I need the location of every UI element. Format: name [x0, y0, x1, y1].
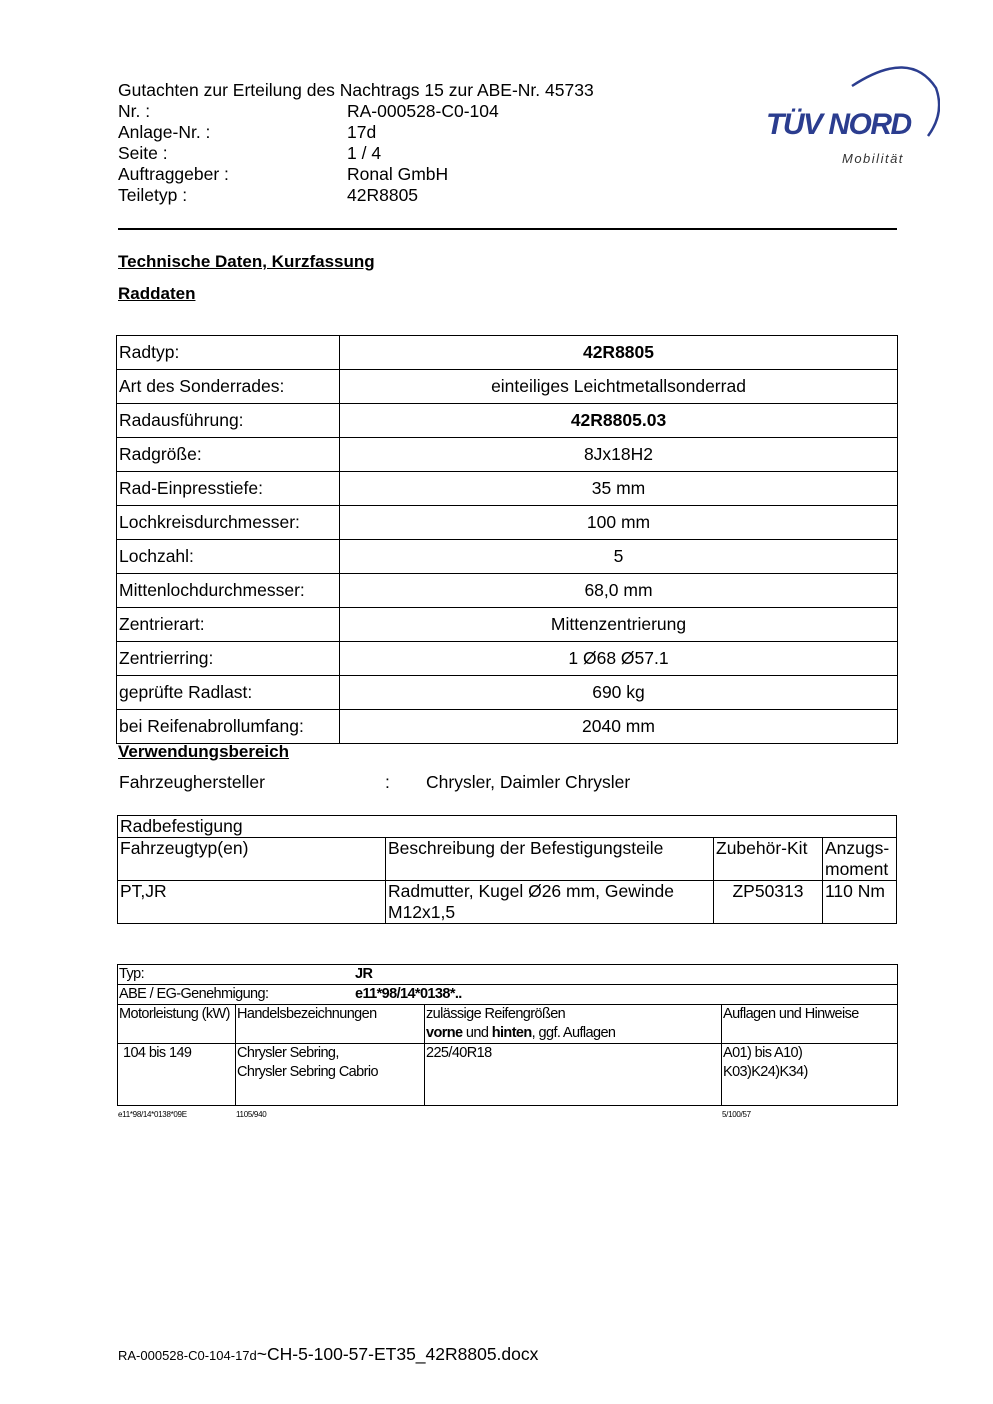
field-value: 1 / 4: [347, 143, 382, 163]
abe-row: [118, 985, 898, 1005]
column-header: Anzugs- moment: [823, 838, 897, 881]
row-label: Mittenlochdurchmesser:: [117, 574, 340, 608]
code-approval: e11*98/14*0138*09E: [118, 1110, 187, 1119]
row-value: 68,0 mm: [340, 574, 898, 608]
table-row: [117, 404, 898, 438]
section-heading-technical: Technische Daten, Kurzfassung: [118, 252, 375, 271]
header-divider: [118, 228, 897, 230]
column-header: Fahrzeugtyp(en): [118, 838, 386, 881]
tires-rear: hinten: [491, 1025, 532, 1041]
row-label: bei Reifenabrollumfang:: [117, 710, 340, 744]
row-value: einteiliges Leichtmetallsonderrad: [340, 370, 898, 404]
column-header-tires: [425, 1005, 722, 1044]
names-cell: [236, 1044, 425, 1106]
trade-name: Chrysler Sebring Cabrio: [237, 1064, 378, 1080]
code-notes: 5/100/57: [722, 1110, 751, 1119]
row-value: 1 Ø68 Ø57.1: [340, 642, 898, 676]
tires-and: und: [462, 1025, 492, 1041]
row-label: geprüfte Radlast:: [117, 676, 340, 710]
row-label: Lochzahl:: [117, 540, 340, 574]
footer-prefix: RA-000528-C0-104-17d: [118, 1348, 257, 1363]
table-row: [117, 574, 898, 608]
document-title: Gutachten zur Erteilung des Nachtrags 15 zur ABE-Nr. 45733: [118, 80, 594, 100]
note-line: A01) bis A10): [723, 1045, 803, 1061]
field-value: Ronal GmbH: [347, 164, 449, 184]
table-row: [117, 506, 898, 540]
usage-separator: :: [385, 772, 390, 792]
table-header-row: [118, 838, 897, 881]
section-heading-usage: Verwendungsbereich: [118, 742, 289, 761]
tires-front: vorne: [426, 1025, 463, 1041]
row-value: 8Jx18H2: [340, 438, 898, 472]
type-value: JR: [355, 966, 373, 982]
field-label: Teiletyp :: [118, 185, 188, 205]
row-label: Zentrierart:: [117, 608, 340, 642]
column-header-notes: Auflagen und Hinweise: [722, 1005, 898, 1044]
table-row: [117, 438, 898, 472]
type-row: [118, 965, 898, 985]
field-label: Anlage-Nr. :: [118, 122, 211, 142]
row-value: 35 mm: [340, 472, 898, 506]
row-label: Art des Sonderrades:: [117, 370, 340, 404]
table-row: [117, 472, 898, 506]
footer-filename: [118, 1344, 538, 1365]
header-field: [118, 185, 594, 206]
row-label: Radtyp:: [117, 336, 340, 370]
table-cell: 110 Nm: [823, 881, 897, 924]
row-value: 42R8805: [340, 336, 898, 370]
footer-rest: ~CH-5-100-57-ET35_42R8805.docx: [256, 1344, 539, 1364]
row-label: Radausführung:: [117, 404, 340, 438]
row-label: Rad-Einpresstiefe:: [117, 472, 340, 506]
abe-value: e11*98/14*0138*..: [355, 986, 462, 1002]
usage-label: Fahrzeughersteller: [119, 772, 265, 792]
logo-subtitle: Mobilität: [842, 151, 904, 166]
table-row: [118, 1044, 898, 1106]
note-line: K03)K24)K34): [723, 1064, 808, 1080]
tires-cell: 225/40R18: [425, 1044, 722, 1106]
header-field: [118, 122, 594, 143]
header-field: [118, 143, 594, 164]
column-header: Beschreibung der Befestigungsteile: [386, 838, 714, 881]
column-header: Zubehör-Kit: [714, 838, 823, 881]
table-header-row: [118, 1005, 898, 1044]
table-row: [118, 965, 898, 985]
table-row: [117, 540, 898, 574]
column-header-names: Handelsbezeichnungen: [236, 1005, 425, 1044]
header-field: [118, 101, 594, 122]
row-label: Lochkreisdurchmesser:: [117, 506, 340, 540]
field-value: RA-000528-C0-104: [347, 101, 499, 121]
table-row: [117, 642, 898, 676]
row-value: 42R8805.03: [340, 404, 898, 438]
tires-header-line: [426, 1024, 720, 1043]
section-heading-wheel: Raddaten: [118, 284, 196, 303]
table-row: [117, 370, 898, 404]
tires-header-line: zulässige Reifengrößen: [426, 1006, 566, 1022]
table-cell: Radmutter, Kugel Ø26 mm, Gewinde M12x1,5: [386, 881, 714, 924]
row-value: 2040 mm: [340, 710, 898, 744]
row-label: Radgröße:: [117, 438, 340, 472]
field-label: Auftraggeber :: [118, 164, 229, 184]
logo-text: TÜV NORD: [766, 108, 911, 141]
tuv-nord-logo: [760, 58, 940, 173]
tires-suffix: , ggf. Auflagen: [531, 1025, 616, 1041]
table-row: [118, 816, 897, 838]
table-row: [118, 985, 898, 1005]
field-label: Nr. :: [118, 101, 151, 121]
usage-value: Chrysler, Daimler Chrysler: [426, 772, 631, 792]
document-header: [118, 80, 594, 206]
power-cell: 104 bis 149: [118, 1044, 236, 1106]
row-value: Mittenzentrierung: [340, 608, 898, 642]
field-value: 42R8805: [347, 185, 419, 205]
fastening-table: [117, 815, 897, 924]
wheel-data-table: [116, 335, 898, 744]
table-cell: ZP50313: [714, 881, 823, 924]
table-row: [117, 336, 898, 370]
row-value: 690 kg: [340, 676, 898, 710]
code-trade: 1105/940: [236, 1110, 267, 1119]
table-row: [117, 710, 898, 744]
table-cell: PT,JR: [118, 881, 386, 924]
vehicle-approval-table: [117, 964, 898, 1106]
header-field: [118, 164, 594, 185]
notes-cell: [722, 1044, 898, 1106]
fastening-title: Radbefestigung: [118, 816, 897, 838]
table-row: [117, 676, 898, 710]
abe-label: ABE / EG-Genehmigung:: [119, 986, 269, 1002]
type-label: Typ:: [119, 966, 144, 982]
field-label: Seite :: [118, 143, 168, 163]
field-value: 17d: [347, 122, 377, 142]
row-value: 100 mm: [340, 506, 898, 540]
column-header-power: Motorleistung (kW): [118, 1005, 236, 1044]
row-value: 5: [340, 540, 898, 574]
table-row: [117, 608, 898, 642]
table-row: [118, 881, 897, 924]
row-label: Zentrierring:: [117, 642, 340, 676]
trade-name: Chrysler Sebring,: [237, 1045, 339, 1061]
